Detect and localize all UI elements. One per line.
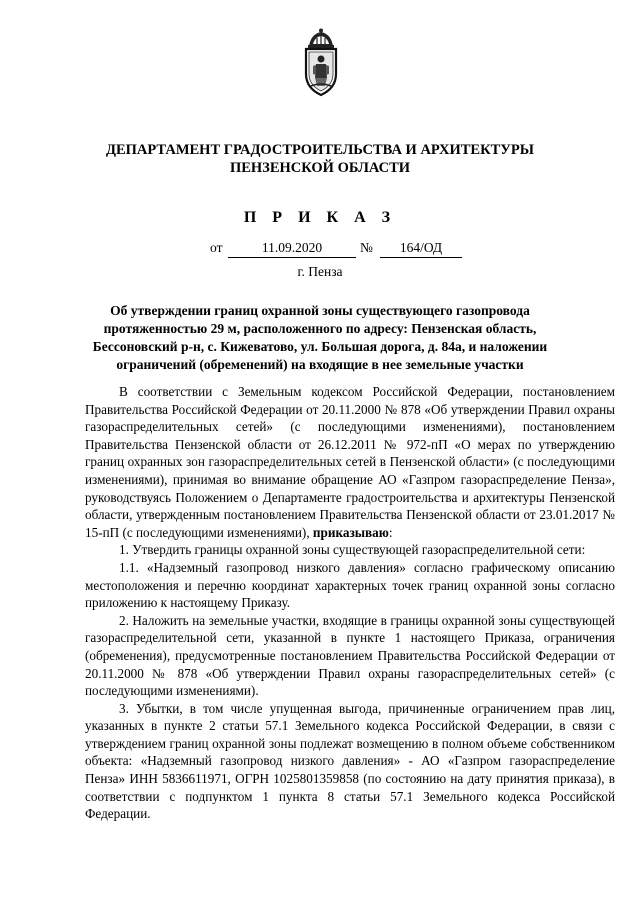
subject-line: Бессоновский р-н, с. Кижеватово, ул. Большая дорога, д. 84а, и наложении [92, 339, 548, 354]
department-name-line1: ДЕПАРТАМЕНТ ГРАДОСТРОИТЕЛЬСТВА И АРХИТЕКТУРЫ [105, 142, 535, 158]
document-number: 164/ОД [380, 240, 462, 258]
subject-line: ограничений (обременений) на входящие в нее земельные участки [116, 357, 524, 372]
item-2-paragraph: 2. Наложить на земельные участки, входящие в границы охранной зоны существующей газораспределительной сети, указанной в пункте 1 настоящего Приказа, ограничения (обременения), предусмотренные постановлением Правительства Российской Федерации от 20.11.2000 № 878 «Об утверждении Правил охраны газораспределительных сетей» (с последующими изменениями). [85, 612, 615, 699]
document-type-title: П Р И К А З [243, 209, 397, 226]
preamble-text: В соответствии с Земельным кодексом Российской Федерации, постановлением Правительства Российской Федерации от 20.11.2000 № 878 «Об утверждении Правил охраны газораспределительных сетей» (с последующими изменениями), постановлением Правительства Пензенской области от 26.12.2011 № 972-пП «О мерах по утверждению границ охранных зон газораспределительных сетей в Пензенской области» (с последующими изменениями), принимая во внимание обращение АО «Газпром газораспределение Пенза», руководствуясь Положением о Департаменте градостроительства и архитектуры Пензенской области, утвержденным постановлением Правительства Пензенской области от 23.01.2017 № 15-пП (с последующими изменениями), [85, 384, 615, 540]
document-subject [85, 302, 555, 374]
document-date: 11.09.2020 [228, 240, 356, 258]
city-name: г. Пенза [297, 264, 343, 279]
department-name-line2: ПЕНЗЕНСКОЙ ОБЛАСТИ [229, 160, 411, 176]
number-prefix: № [360, 240, 373, 255]
order-verb: приказываю [312, 524, 389, 540]
item-3-paragraph: 3. Убытки, в том числе упущенная выгода, причиненные ограничением прав лиц, указанных в пункте 2 статьи 57.1 Земельного кодекса Российской Федерации, в связи с утверждением границ охранной зоны подлежат возмещению в полном объеме собственником объекта: «Надземный газопровод низкого давления» - АО «Газпром газораспределение Пенза» ИНН 5836611971, ОГРН 1025801359858 (по состоянию на дату принятия приказа), в соответствии с подпунктом 1 пункта 8 статьи 57.1 Земельного кодекса Российской Федерации. [85, 700, 615, 822]
date-prefix: от [210, 240, 223, 255]
subject-line: протяженностью 29 м, расположенного по адресу: Пензенская область, [103, 321, 537, 336]
document-body [85, 383, 615, 823]
coat-of-arms-icon [299, 28, 343, 98]
item-1-1-paragraph: 1.1. «Надземный газопровод низкого давления» согласно графическому описанию местоположения и перечню координат характерных точек границ охранной зоны согласно приложению к настоящему Приказу. [85, 559, 615, 611]
preamble-paragraph [85, 383, 615, 541]
preamble-end: : [388, 524, 393, 540]
subject-line: Об утверждении границ охранной зоны существующего газопровода [110, 303, 530, 318]
item-1-paragraph: 1. Утвердить границы охранной зоны существующей газораспределительной сети: [119, 542, 586, 558]
